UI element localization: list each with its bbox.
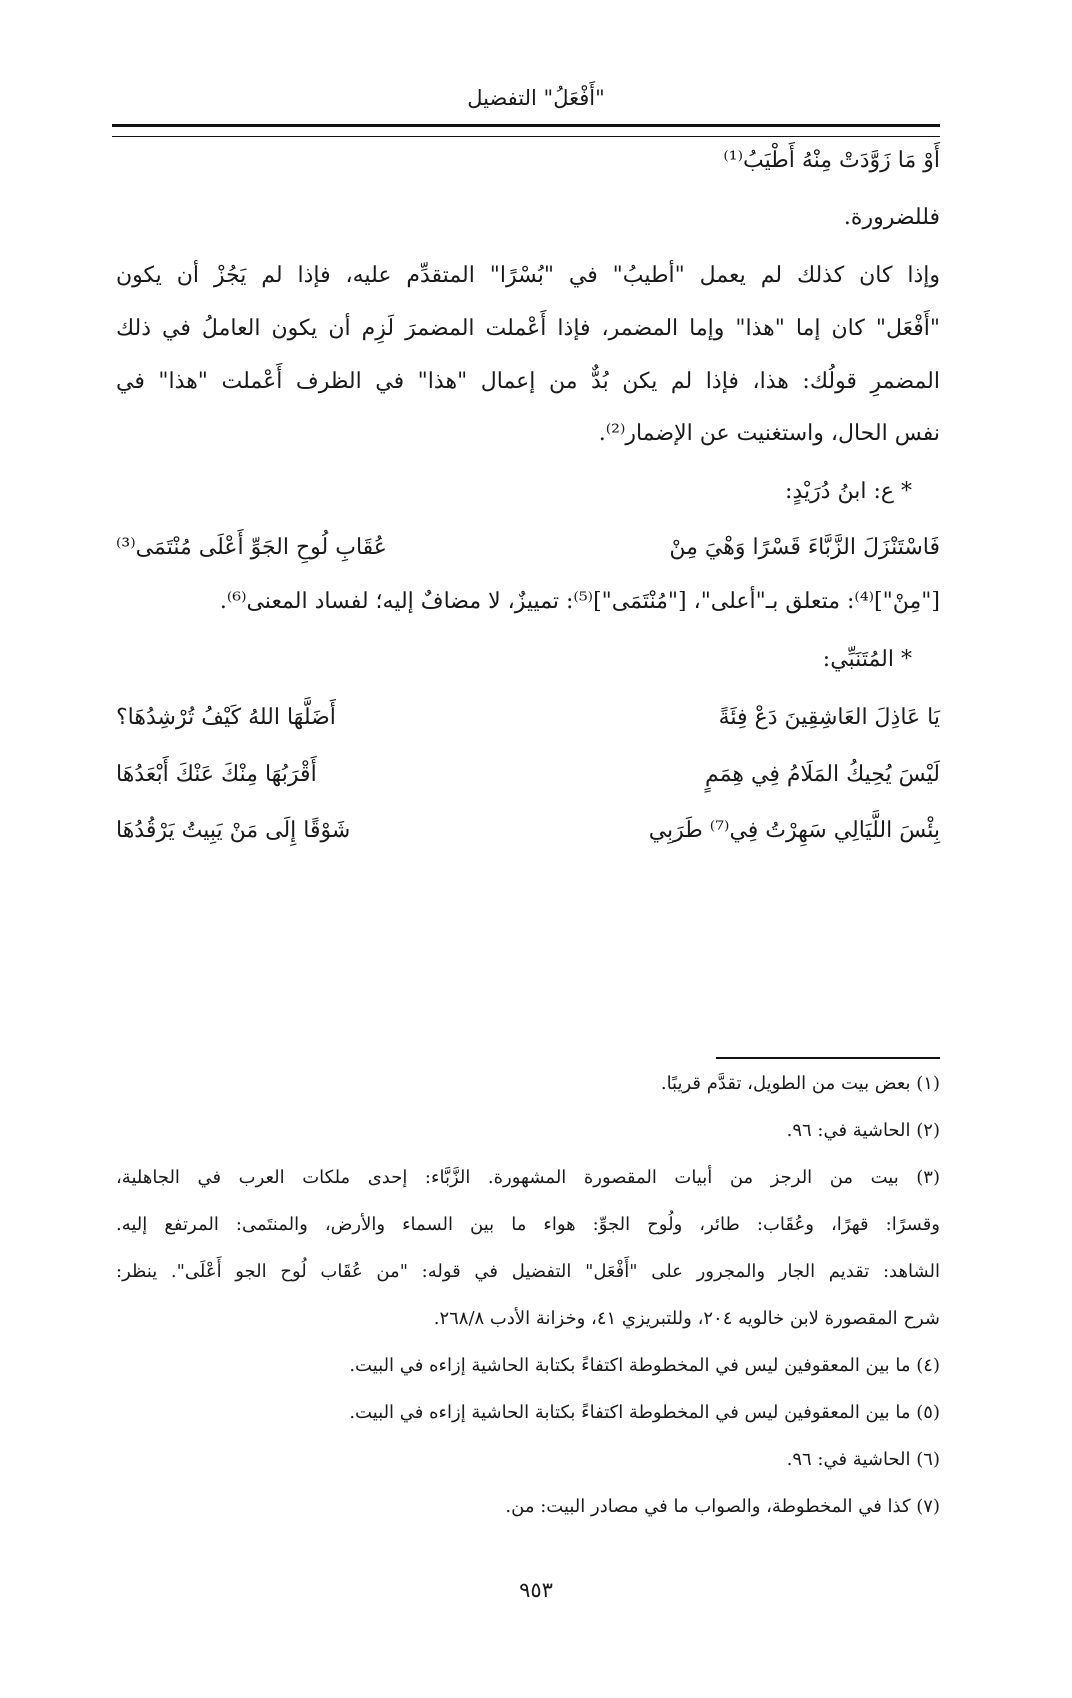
footnote-separator	[716, 1057, 940, 1059]
page-number: ٩٥٣	[519, 1578, 553, 1602]
section-heading-mutanabbi: * المُتَنَبِّي:	[822, 647, 912, 672]
footnote-4: (٤) ما بين المعقوفين ليس في المخطوطة اكتفاءً بكتابة الحاشية إزاءه في البيت.	[349, 1355, 940, 1376]
verse-fragment: أَوْ مَا زَوَّدَتْ مِنْهُ أَطْيَبُ⁽¹⁾	[723, 148, 940, 173]
footnote-7: (٧) كذا في المخطوطة، والصواب ما في مصادر البيت: من.	[505, 1496, 940, 1517]
verse-second-half: عُقَابِ لُوحِ الجَوِّ أَعْلَى مُنْتَمَى⁽³⁾	[116, 535, 387, 560]
footnote-3-line: (٣) بيت من الرجز من أبيات المقصورة المشهورة. الزَّبَّاء: إحدى ملكات العرب في الجاهلية،	[116, 1167, 940, 1188]
verse-mutanabbi-3	[116, 818, 940, 854]
grammar-note: ["مِنْ"]⁽⁴⁾: متعلق بـ"أعلى"، ["مُنْتَمَى"]⁽⁵⁾: تمييزٌ، لا مضافٌ إليه؛ لفساد المعنى⁽⁶⁾.	[219, 589, 940, 614]
verse-first-half: بِئْسَ اللَّيَالِي سَهِرْتُ فِي⁽⁷⁾ طَرَبِي	[648, 818, 940, 843]
footnote-2: (٢) الحاشية في: ٩٦.	[786, 1120, 940, 1141]
footnote-6: (٦) الحاشية في: ٩٦.	[786, 1449, 940, 1470]
conclusion-line: فللضرورة.	[843, 205, 940, 230]
verse-ibn-durayd	[116, 535, 940, 571]
paragraph-line: نفس الحال، واستغنيت عن الإضمار⁽²⁾.	[598, 421, 940, 446]
verse-second-half: أَضَلَّهَا اللهُ كَيْفُ تُرْشِدُهَا؟	[116, 705, 336, 730]
paragraph-line: المضمرِ قولُك: هذا، فإذا لم يكن بُدٌّ من إعمال "هذا" في الظرف أَعْملت "هذا" في	[116, 369, 940, 394]
header-rule-thin	[112, 136, 940, 137]
verse-first-half: لَيْسَ يُحِيكُ المَلَامُ فِي هِمَمٍ	[705, 762, 940, 787]
footnote-3-line: وقسرًا: قهرًا، وعُقَاب: طائر، ولُوح الجوِّ: هواء ما بين السماء والأرض، والمنتَمى: المرتفع إليه.	[116, 1214, 940, 1235]
footnote-3-line: شرح المقصورة لابن خالويه ٢٠٤، وللتبريزي ٤١، وخزانة الأدب ٢٦٨/٨.	[433, 1308, 940, 1329]
verse-first-half: فَاسْتَنْزَلَ الزَّبَّاءَ قَسْرًا وَهْيَ مِنْ	[669, 535, 940, 560]
verse-second-half: أَقْرَبُهَا مِنْكَ عَنْكَ أَبْعَدُهَا	[116, 762, 317, 787]
footnote-5: (٥) ما بين المعقوفين ليس في المخطوطة اكتفاءً بكتابة الحاشية إزاءه في البيت.	[349, 1402, 940, 1423]
verse-second-half: شَوْقًا إِلَى مَنْ يَبِيتُ يَرْقُدُهَا	[116, 818, 351, 843]
section-heading-ibn-durayd: * ع: ابنُ دُرَيْدٍ:	[784, 479, 912, 504]
footnote-3-line: الشاهد: تقديم الجار والمجرور على "أَفْعَل" التفضيل في قوله: "من عُقَاب لُوح الجو أَعْلَى". ينظر:	[116, 1261, 940, 1282]
header-rule-thick	[112, 124, 940, 127]
footnote-1: (١) بعض بيت من الطويل، تقدَّم قريبًا.	[660, 1073, 940, 1094]
verse-mutanabbi-2	[116, 762, 940, 798]
running-head: "أَفْعَلُ" التفضيل	[467, 86, 605, 110]
paragraph-line: وإذا كان كذلك لم يعمل "أطيبُ" في "بُسْرًا" المتقدِّم عليه، فإذا لم يَجُزْ أن يكون	[116, 263, 940, 288]
verse-first-half: يَا عَاذِلَ العَاشِقِينَ دَعْ فِئَةً	[718, 705, 940, 730]
verse-mutanabbi-1	[116, 705, 940, 741]
paragraph-line: "أَفْعَل" كان إما "هذا" وإما المضمر، فإذا أَعْملت المضمرَ لَزِم أن يكون العاملُ في ذلك	[116, 316, 940, 341]
